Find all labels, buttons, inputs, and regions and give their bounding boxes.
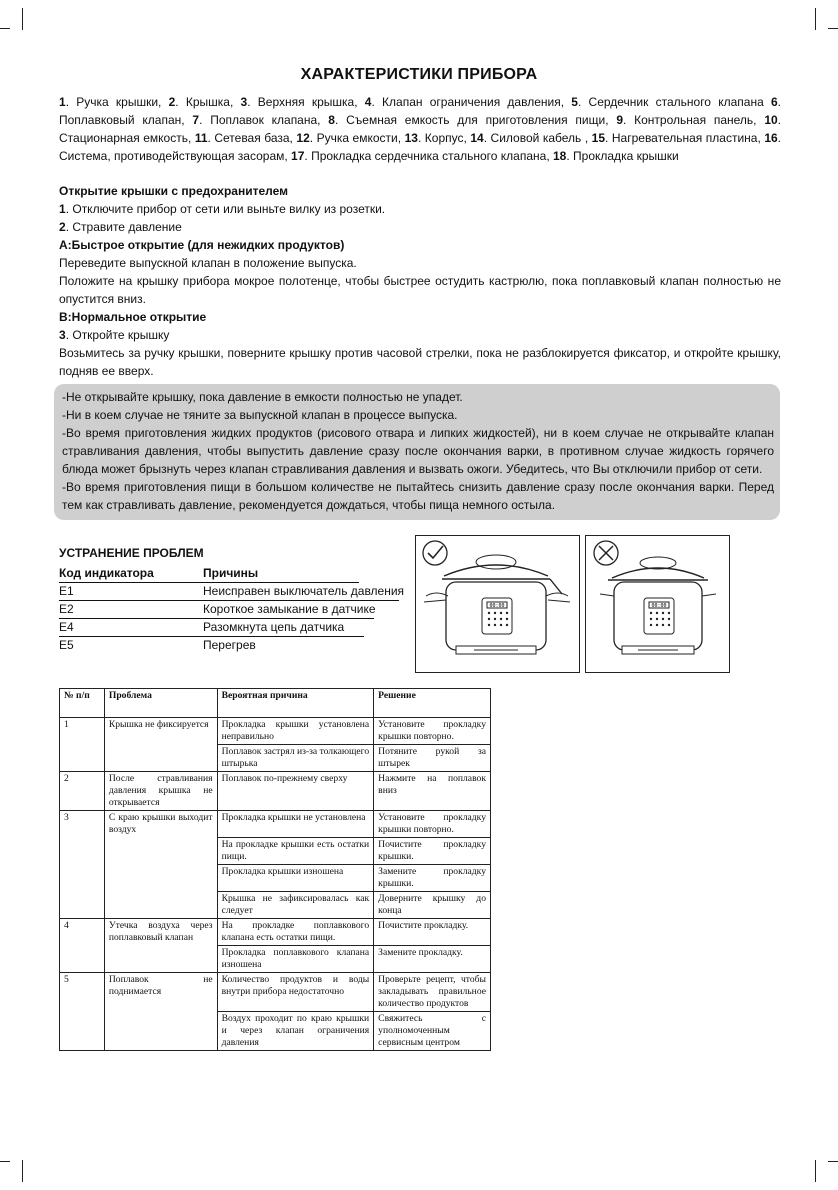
- row-solution: Доверните крышку до конца: [374, 892, 491, 919]
- part-number: 4: [364, 95, 372, 109]
- row-cause: Прокладка крышки изношена: [217, 865, 374, 892]
- crop-mark: [0, 28, 10, 29]
- table-rule: [59, 636, 364, 637]
- row-cause: На прокладке поплавкового клапана есть остатки пищи.: [217, 919, 374, 946]
- row-solution: Установите прокладку крышки повторно.: [374, 811, 491, 838]
- part-number: 9: [616, 113, 624, 127]
- header-code: Код индикатора: [59, 566, 154, 580]
- part-name: . Съемная емкость для приготовления пищи,: [334, 113, 617, 127]
- opening-section: [59, 182, 781, 380]
- part-name: . Контрольная панель,: [623, 113, 765, 127]
- row-cause: Прокладка поплавкового клапана изношена: [217, 946, 374, 973]
- illustration-incorrect: [585, 535, 730, 673]
- row-solution: Почистите прокладку крышки.: [374, 838, 491, 865]
- error-cause: Короткое замыкание в датчике: [203, 602, 376, 616]
- table-row: [60, 772, 491, 811]
- crop-mark: [22, 8, 23, 30]
- opening-step-3-detail: Возьмитесь за ручку крышки, поверните крышку против часовой стрелки, пока не разблокируется фиксатор, и откройте крышку, подняв ее вверх.: [59, 346, 781, 378]
- part-name: . Поплавковый клапан,: [59, 95, 781, 127]
- normal-open-heading: В:Нормальное открытие: [59, 310, 207, 324]
- part-name: . Корпус,: [417, 131, 471, 145]
- crop-mark: [22, 1160, 23, 1182]
- crop-mark: [0, 1161, 10, 1162]
- header-cause: Причины: [203, 566, 259, 580]
- step-number: 3: [59, 328, 66, 342]
- table-rule: [59, 582, 359, 583]
- part-number: 16: [764, 131, 778, 145]
- opening-heading: Открытие крышки с предохранителем: [59, 184, 288, 198]
- part-name: . Сетевая база,: [207, 131, 297, 145]
- part-name: . Система, противодействующая засорам,: [59, 131, 782, 163]
- part-name: . Ручка крышки,: [65, 95, 169, 109]
- part-number: 17: [291, 149, 305, 163]
- quick-open-heading: А:Быстрое открытие (для нежидких продуктов): [59, 238, 345, 252]
- row-cause: Прокладка крышки не установлена: [217, 811, 374, 838]
- step-text: . Откройте крышку: [65, 328, 170, 342]
- error-code: E4: [59, 620, 74, 634]
- row-number: 3: [60, 811, 105, 919]
- row-solution: Установите прокладку крышки повторно.: [374, 718, 491, 745]
- part-name: . Крышка,: [175, 95, 241, 109]
- crop-mark: [815, 1160, 816, 1182]
- error-cause: Неисправен выключатель давления: [203, 584, 405, 598]
- part-number: 5: [571, 95, 578, 109]
- part-number: 6: [770, 95, 778, 109]
- opening-step-1: [59, 200, 781, 218]
- row-solution: Почистите прокладку.: [374, 919, 491, 946]
- part-number: 15: [591, 131, 606, 145]
- quick-open-line-2: Положите на крышку прибора мокрое полотенце, чтобы быстрее остудить кастрюлю, пока поплавковый клапан полностью не опустится вниз.: [59, 274, 781, 306]
- part-name: . Поплавок клапана,: [199, 113, 329, 127]
- display-digits: 00:00: [651, 603, 667, 609]
- error-code: E2: [59, 602, 74, 616]
- part-number: 11: [194, 131, 208, 145]
- error-code: E1: [59, 584, 74, 598]
- step-text: . Отключите прибор от сети или выньте вилку из розетки.: [65, 202, 386, 216]
- part-name: . Стационарная емкость,: [59, 113, 782, 145]
- part-number: 1: [59, 95, 66, 109]
- troubleshooting-heading: УСТРАНЕНИЕ ПРОБЛЕМ: [59, 546, 204, 560]
- part-number: 18: [553, 149, 567, 163]
- row-solution: Замените прокладку крышки.: [374, 865, 491, 892]
- warning-item: -Во время приготовления жидких продуктов (рисового отвара и липких жидкостей), ни в коем случае не открывайте клапан стравливания давления, чтобы выпустить давление сразу после окончания варки, в противном случае жидкость горячего блюда может брызнуть через клапан стравливания давления и вызвать ожоги. Убедитесь, что Вы отключили прибор от сети.: [62, 426, 774, 476]
- error-cause: Разомкнута цепь датчика: [203, 620, 345, 634]
- header-cause: Вероятная причина: [217, 689, 374, 718]
- step-number: 2: [59, 220, 66, 234]
- cooker-closed-illustration: [586, 536, 729, 672]
- row-problem: После стравливания давления крышка не открывается: [104, 772, 217, 811]
- header-number: № п/п: [60, 689, 105, 718]
- table-row: [60, 718, 491, 745]
- cross-mark-icon: [594, 541, 618, 565]
- row-problem: Крышка не фиксируется: [104, 718, 217, 772]
- row-solution: Свяжитесь с уполномоченным сервисным центром: [374, 1012, 491, 1051]
- table-row: [60, 973, 491, 1012]
- table-row: [60, 919, 491, 946]
- row-number: 2: [60, 772, 105, 811]
- part-name: . Нагревательная пластина,: [605, 131, 765, 145]
- part-name: . Прокладка сердечника стального клапана,: [304, 149, 553, 163]
- row-cause: Количество продуктов и воды внутри прибора недостаточно: [217, 973, 374, 1012]
- row-cause: Крышка не зафиксировалась как следует: [217, 892, 374, 919]
- part-name: . Силовой кабель ,: [483, 131, 592, 145]
- row-cause: Прокладка крышки установлена неправильно: [217, 718, 374, 745]
- part-name: . Ручка емкости,: [309, 131, 405, 145]
- table-header-row: [60, 689, 491, 718]
- quick-open-line-1: Переведите выпускной клапан в положение выпуска.: [59, 256, 357, 270]
- part-number: 14: [470, 131, 484, 145]
- row-problem: Утечка воздуха через поплавковый клапан: [104, 919, 217, 973]
- row-number: 4: [60, 919, 105, 973]
- part-name: . Клапан ограничения давления,: [371, 95, 572, 109]
- part-number: 13: [404, 131, 418, 145]
- table-row: [60, 811, 491, 838]
- warning-item: -Ни в коем случае не тяните за выпускной клапан в процессе выпуска.: [62, 408, 458, 422]
- table-rule: [59, 600, 399, 601]
- parts-list: [59, 93, 781, 165]
- row-problem: Поплавок не поднимается: [104, 973, 217, 1051]
- crop-mark: [828, 1161, 838, 1162]
- row-number: 5: [60, 973, 105, 1051]
- cooker-open-illustration: [416, 536, 579, 672]
- crop-mark: [828, 28, 838, 29]
- error-cause: Перегрев: [203, 638, 256, 652]
- part-name: . Сердечник стального клапана: [577, 95, 771, 109]
- row-number: 1: [60, 718, 105, 772]
- part-number: 2: [168, 95, 176, 109]
- step-text: . Стравите давление: [65, 220, 182, 234]
- row-cause: Воздух проходит по краю крышки и через клапан ограничения давления: [217, 1012, 374, 1051]
- crop-mark: [815, 8, 816, 30]
- row-cause: Поплавок застрял из-за толкающего штырька: [217, 745, 374, 772]
- part-number: 3: [240, 95, 248, 109]
- error-code: E5: [59, 638, 74, 652]
- header-problem: Проблема: [104, 689, 217, 718]
- display-digits: 00:00: [489, 603, 505, 609]
- table-rule: [59, 618, 374, 619]
- row-solution: Нажмите на поплавок вниз: [374, 772, 491, 811]
- row-cause: На прокладке крышки есть остатки пищи.: [217, 838, 374, 865]
- opening-step-2: [59, 218, 781, 236]
- row-cause: Поплавок по-прежнему сверху: [217, 772, 374, 811]
- step-number: 1: [59, 202, 66, 216]
- part-number: 10: [764, 113, 778, 127]
- row-solution: Замените прокладку.: [374, 946, 491, 973]
- part-number: 7: [192, 113, 200, 127]
- solutions-table: [59, 688, 491, 1051]
- warning-item: -Во время приготовления пищи в большом количестве не пытайтесь снизить давление сразу после окончания варки. Перед тем как стравливать давление, рекомендуется дождаться, чтобы пища немного остыла.: [62, 480, 774, 512]
- parts-paragraph: [59, 93, 781, 165]
- page-title: ХАРАКТЕРИСТИКИ ПРИБОРА: [300, 66, 538, 83]
- part-name: . Прокладка крышки: [566, 149, 679, 163]
- row-solution: Потяните рукой за штырек: [374, 745, 491, 772]
- warning-item: -Не открывайте крышку, пока давление в емкости полностью не упадет.: [62, 390, 463, 404]
- row-solution: Проверьте рецепт, чтобы закладывать правильное количество продуктов: [374, 973, 491, 1012]
- header-solution: Решение: [374, 689, 491, 718]
- row-problem: С краю крышки выходит воздух: [104, 811, 217, 919]
- part-number: 8: [328, 113, 335, 127]
- illustration-correct: [415, 535, 580, 673]
- part-number: 12: [296, 131, 310, 145]
- warning-list: [62, 388, 774, 514]
- opening-step-3: [59, 326, 781, 344]
- part-name: . Верхняя крышка,: [247, 95, 365, 109]
- check-mark-icon: [423, 541, 447, 565]
